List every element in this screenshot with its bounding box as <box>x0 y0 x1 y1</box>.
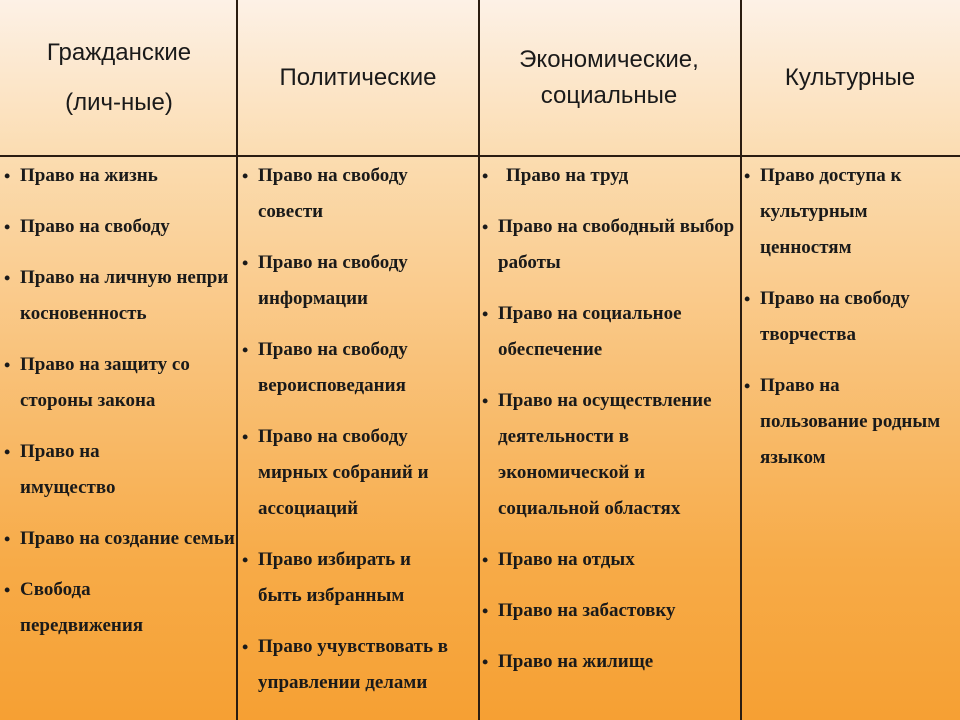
header-line: Культурные <box>784 63 916 91</box>
list-item: • Право на имущество <box>2 434 236 506</box>
column-political <box>240 0 476 720</box>
list-item: • Право на свободу информации <box>240 245 476 317</box>
column-header <box>742 0 958 155</box>
list-item: • Право на отдых <box>480 542 738 578</box>
list-item: • Право на защиту со стороны закона <box>2 347 236 419</box>
header-line: Гражданские <box>46 38 192 66</box>
header-line: Политические <box>279 63 437 91</box>
list-item: • Право на свободу вероисповедания <box>240 332 476 404</box>
list-item: • Право на труд <box>480 158 738 194</box>
rights-list <box>480 158 738 695</box>
column-civil <box>2 0 236 720</box>
list-item: • Право на свободу творчества <box>742 281 958 353</box>
rights-list <box>742 158 958 491</box>
header-line: Экономические, <box>519 45 699 73</box>
header-line: (лич-ные) <box>65 88 173 116</box>
list-item: • Право на жилище <box>480 644 738 680</box>
list-item: • Право на пользование родным языком <box>742 368 958 476</box>
list-item: • Право на свободу совести <box>240 158 476 230</box>
rights-list <box>240 158 476 716</box>
column-economic-social <box>480 0 738 720</box>
list-item: • Право на свободу мирных собраний и ассоциаций <box>240 419 476 527</box>
list-item: • Право на социальное обеспечение <box>480 296 738 368</box>
column-divider <box>236 0 238 720</box>
list-item: • Право учувствовать в управлении делами <box>240 629 476 701</box>
list-item: • Право на забастовку <box>480 593 738 629</box>
header-line: социальные <box>540 81 678 109</box>
rights-list <box>2 158 236 659</box>
column-cultural <box>742 0 958 720</box>
list-item: • Право избирать и быть избранным <box>240 542 476 614</box>
list-item: • Право на личную неприкосновенность <box>2 260 236 332</box>
list-item: • Право на свободу <box>2 209 236 245</box>
list-item: • Право на жизнь <box>2 158 236 194</box>
list-item: • Право доступа к культурным ценностям <box>742 158 958 266</box>
list-item: • Право на осуществление деятельности в экономической и социальной областях <box>480 383 738 527</box>
column-header <box>2 0 236 155</box>
list-item: • Свобода передвижения <box>2 572 236 644</box>
column-header <box>480 0 738 155</box>
column-header <box>240 0 476 155</box>
list-item: • Право на создание семьи <box>2 521 236 557</box>
list-item: • Право на свободный выбор работы <box>480 209 738 281</box>
